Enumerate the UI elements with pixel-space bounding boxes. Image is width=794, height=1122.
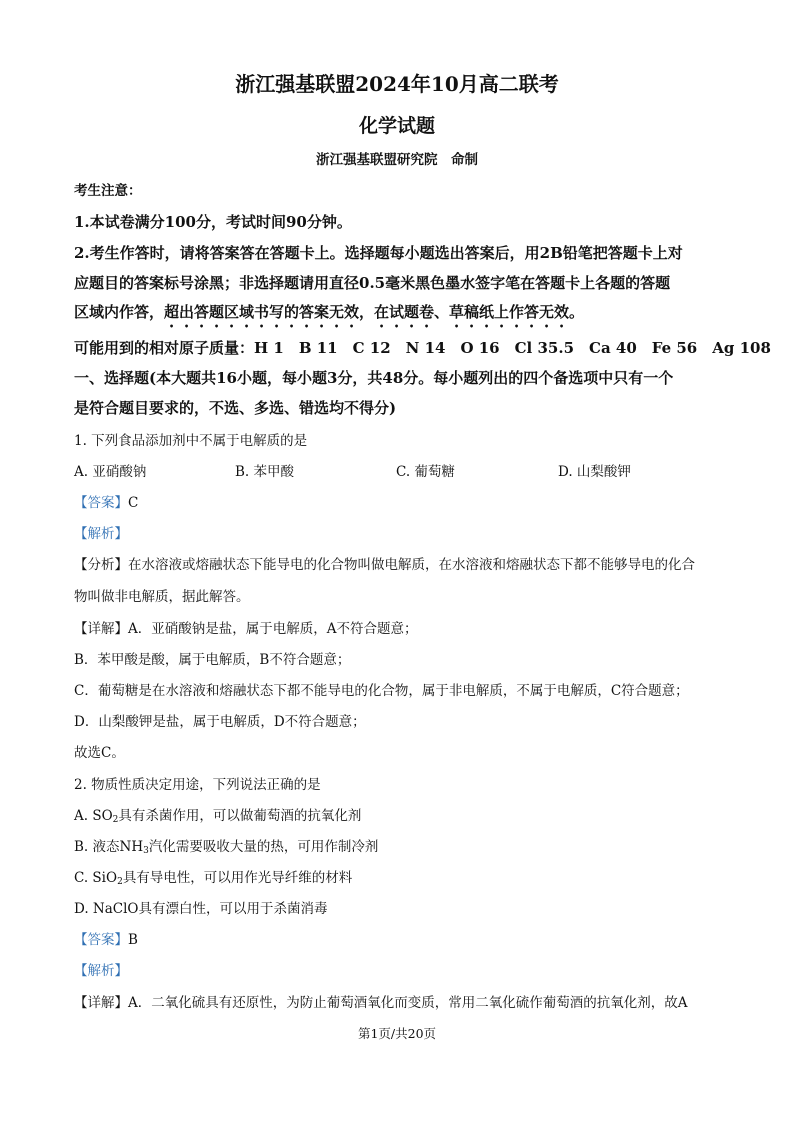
q2-option-c: C. SiO$_2$具有导电性，可以用作光导纤维的材料 bbox=[74, 870, 353, 887]
q1-option-a: A. 亚硝酸钠 bbox=[74, 464, 147, 480]
exam-title: 浙江强基联盟2024年10月高二联考 bbox=[235, 72, 559, 96]
page-footer: 第1页/共20页 bbox=[357, 1026, 437, 1041]
emphasized-text: 超出答题区域书写的答案无效，在试题卷、草稿纸上作答无效 bbox=[164, 303, 570, 321]
notice-item-2-line2: 应题目的答案标号涂黑；非选择题请用直径0.5毫米黑色墨水签字笔在答题卡上各题的答题 bbox=[74, 274, 671, 292]
q1-detail-a: 【详解】A．亚硝酸钠是盐，属于电解质，A不符合题意； bbox=[74, 621, 418, 637]
q1-option-c: C. 葡萄糖 bbox=[396, 464, 455, 480]
q1-detail-c: C．葡萄糖是在水溶液和熔融状态下都不能导电的化合物，属于非电解质，不属于电解质，C符合题意； bbox=[74, 683, 689, 699]
answer-tag: 【答案】 bbox=[74, 932, 128, 948]
notice-heading: 考生注意： bbox=[74, 183, 142, 199]
q2-option-a: A. $SO_2$具有杀菌作用，可以做葡萄酒的抗氧化剂 bbox=[74, 808, 362, 825]
notice-item-2-line3: 区域内作答，超出答题区域书写的答案无效，在试题卷、草稿纸上作答无效。 bbox=[74, 303, 585, 321]
q1-detail-b: B．苯甲酸是酸，属于电解质，B不符合题意； bbox=[74, 652, 351, 668]
q1-analysis-line1: 【分析】在水溶液或熔融状态下能导电的化合物叫做电解质，在水溶液和熔融状态下都不能够导电的化合 bbox=[74, 557, 695, 573]
q1-option-d: D. 山梨酸钾 bbox=[558, 464, 631, 480]
q2-stem: 2. 物质性质决定用途，下列说法正确的是 bbox=[74, 777, 321, 793]
subject-title: 化学试题 bbox=[358, 115, 435, 137]
answer-tag: 【答案】 bbox=[74, 495, 128, 511]
author-line: 浙江强基联盟研究院 命制 bbox=[316, 152, 478, 168]
q1-option-b: B. 苯甲酸 bbox=[235, 464, 295, 480]
notice-item-2-line1: 2.考生作答时，请将答案答在答题卡上。选择题每小题选出答案后，用2B铅笔把答题卡上对 bbox=[74, 244, 683, 262]
q2-answer: 【答案】B bbox=[74, 932, 138, 948]
q1-analysis-tag: 【解析】 bbox=[74, 526, 128, 542]
q1-stem: 1. 下列食品添加剂中不属于电解质的是 bbox=[74, 433, 308, 449]
q1-answer: 【答案】C bbox=[74, 495, 139, 511]
q1-conclusion: 故选C。 bbox=[74, 745, 125, 761]
atomic-masses: 可能用到的相对原子质量：H 1 B 11 C 12 N 14 O 16 Cl 35.5 Ca 40 Fe 56 Ag 108 bbox=[74, 339, 771, 357]
q2-option-b: B. 液态$NH_3$汽化需要吸收大量的热，可用作制冷剂 bbox=[74, 839, 379, 856]
q2-detail-a: 【详解】A．二氧化硫具有还原性，为防止葡萄酒氧化而变质，常用二氧化硫作葡萄酒的抗氧化剂，故A bbox=[74, 995, 688, 1011]
section-heading-line2: 是符合题目要求的，不选、多选、错选均不得分) bbox=[74, 399, 397, 417]
notice-item-1: 1.本试卷满分100分，考试时间90分钟。 bbox=[74, 213, 352, 231]
q1-analysis-line2: 物叫做非电解质，据此解答。 bbox=[74, 589, 250, 605]
q1-detail-d: D．山梨酸钾是盐，属于电解质，D不符合题意； bbox=[74, 714, 366, 730]
q2-analysis-tag: 【解析】 bbox=[74, 963, 128, 979]
q2-option-d: D. NaClO具有漂白性，可以用于杀菌消毒 bbox=[74, 901, 328, 917]
section-heading-line1: 一、选择题(本大题共16小题，每小题3分，共48分。每小题列出的四个备选项中只有一个 bbox=[74, 369, 674, 387]
